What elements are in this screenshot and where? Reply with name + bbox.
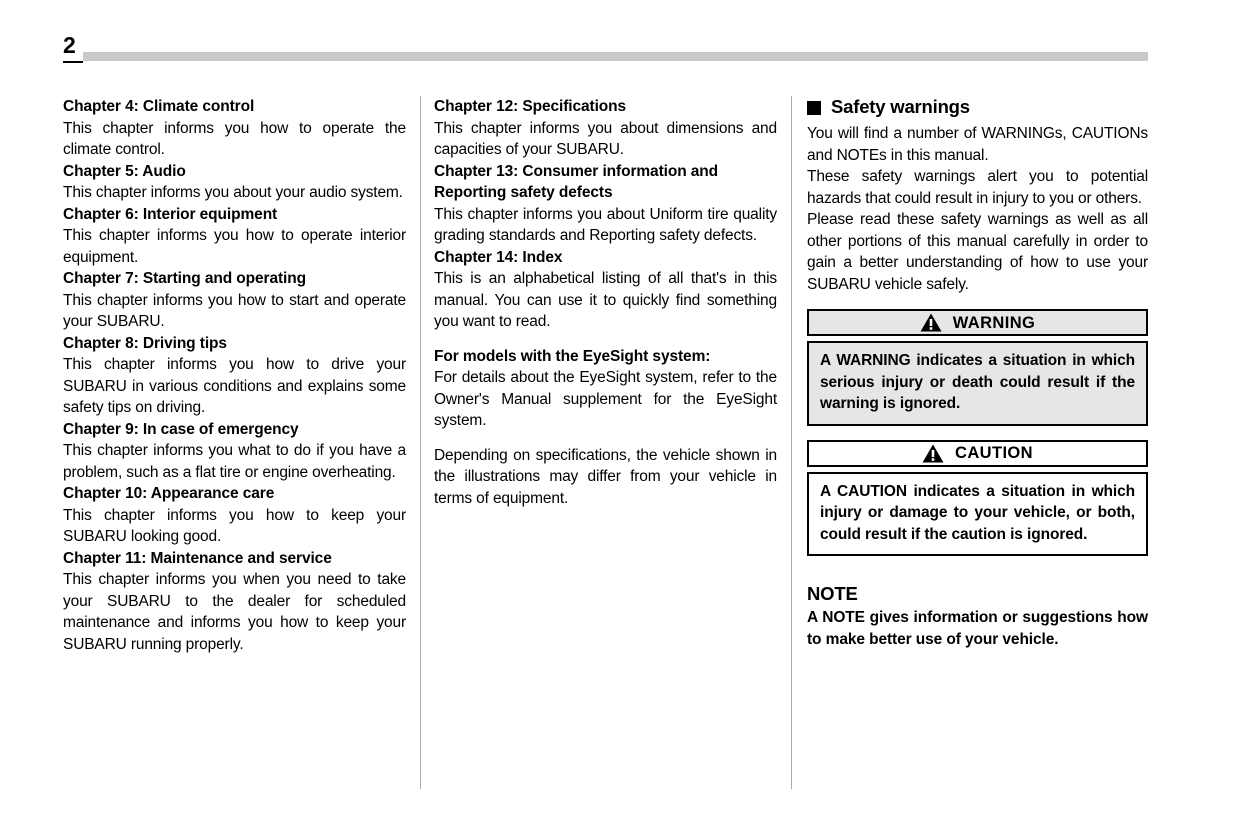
chapter-entry-col1-heading-6: Chapter 7: Starting and operating bbox=[63, 270, 306, 287]
column-1 bbox=[63, 96, 406, 796]
chapter-entry-col2-heading-2: Chapter 13: Consumer information and Reporting safety defects bbox=[434, 162, 719, 201]
chapter-entry-col1-body-5: This chapter informs you how to operate interior equipment. bbox=[63, 227, 406, 266]
safety-paragraph-2: These safety warnings alert you to potential hazards that could result in injury to you or others. bbox=[807, 168, 1148, 207]
warning-triangle-icon bbox=[920, 313, 942, 332]
chapter-entry-col1-heading-10: Chapter 9: In case of emergency bbox=[63, 420, 299, 438]
chapter-entry-col2-spacer bbox=[434, 333, 777, 346]
chapter-entry-col1-body-15: This chapter informs you when you need to take your SUBARU to the dealer for scheduled maintenance and informs you how to keep your SUBARU running properly. bbox=[63, 571, 406, 653]
chapter-entry-col1-heading-12: Chapter 10: Appearance care bbox=[63, 485, 275, 502]
warning-body-text: A WARNING indicates a situation in which serious injury or death could result if the warning is ignored. bbox=[820, 352, 1135, 412]
caution-title: CAUTION bbox=[955, 444, 1033, 462]
safety-warnings-title: Safety warnings bbox=[831, 96, 970, 117]
chapter-entry-col1-body-1: This chapter informs you how to operate the climate control. bbox=[63, 119, 406, 158]
chapter-entry-col1-heading-8: Chapter 8: Driving tips bbox=[63, 334, 227, 352]
chapter-entry-col1-heading-4: Chapter 6: Interior equipment bbox=[63, 205, 278, 223]
note-title: NOTE bbox=[807, 583, 858, 604]
chapter-entry-col2-spacer bbox=[434, 432, 777, 445]
chapter-entry-col2-body-10: Depending on specifications, the vehicle shown in the illustrations may differ from your vehicle in terms of equipment. bbox=[434, 446, 777, 507]
caution-body-box bbox=[807, 472, 1148, 557]
chapter-entry-col1-body-11: This chapter informs you what to do if you have a problem, such as a flat tire or engine overheating. bbox=[63, 442, 406, 481]
page-number: 2 bbox=[63, 32, 76, 58]
safety-paragraph-1: You will find a number of WARNINGs, CAUTIONs and NOTEs in this manual. bbox=[807, 125, 1148, 164]
warning-title: WARNING bbox=[952, 313, 1036, 332]
chapter-entry-col1-body-13: This chapter informs you how to keep your SUBARU looking good. bbox=[63, 506, 406, 545]
content-columns bbox=[63, 96, 1148, 796]
chapter-entry-col1-body-7: This chapter informs you how to start and operate your SUBARU. bbox=[63, 291, 406, 330]
note-section bbox=[807, 582, 1148, 650]
chapter-entry-col1-body-3: This chapter informs you about your audio system. bbox=[63, 184, 403, 201]
page-header bbox=[63, 32, 1148, 66]
chapter-entry-col1-heading-14: Chapter 11: Maintenance and service bbox=[63, 549, 332, 567]
chapter-entry-col1-heading-0: Chapter 4: Climate control bbox=[63, 98, 255, 115]
page-number-underline bbox=[63, 61, 83, 63]
column-2 bbox=[434, 96, 777, 796]
warning-title-box bbox=[807, 309, 1148, 336]
column-divider-1 bbox=[420, 96, 421, 789]
warning-triangle-icon bbox=[922, 444, 944, 463]
column-divider-2 bbox=[791, 96, 792, 789]
chapter-entry-col2-body-3: This chapter informs you about Uniform tire quality grading standards and Reporting safety defects. bbox=[434, 205, 777, 244]
chapter-entry-col2-body-8: For details about the EyeSight system, refer to the Owner's Manual supplement for the EyeSight system. bbox=[434, 369, 777, 429]
chapter-entry-col1-heading-2: Chapter 5: Audio bbox=[63, 162, 186, 180]
caution-alert bbox=[807, 440, 1148, 557]
safety-paragraph-3: Please read these safety warnings as well as all other portions of this manual carefully in order to gain a better understanding of how to use your SUBARU vehicle safely. bbox=[807, 211, 1148, 293]
warning-alert bbox=[807, 309, 1148, 426]
chapter-entry-col2-heading-4: Chapter 14: Index bbox=[434, 248, 563, 266]
caution-body-text: A CAUTION indicates a situation in which injury or damage to your vehicle, or both, could result if the caution is ignored. bbox=[820, 482, 1135, 543]
note-body-text: A NOTE gives information or suggestions how to make better use of your vehicle. bbox=[807, 609, 1148, 648]
safety-warnings-heading bbox=[807, 96, 1148, 118]
column-3 bbox=[807, 96, 1148, 796]
chapter-entry-col2-body-5: This is an alphabetical listing of all that's in this manual. You can use it to quickly find something you want to read. bbox=[434, 270, 777, 330]
caution-title-box bbox=[807, 440, 1148, 467]
chapter-entry-col2-body-1: This chapter informs you about dimensions and capacities of your SUBARU. bbox=[434, 119, 777, 158]
header-rule bbox=[83, 52, 1148, 61]
chapter-entry-col2-heading-0: Chapter 12: Specifications bbox=[434, 98, 627, 115]
filled-square-bullet-icon bbox=[807, 101, 821, 115]
chapter-entry-col2-heading-7: For models with the EyeSight system: bbox=[434, 347, 711, 365]
chapter-entry-col1-body-9: This chapter informs you how to drive your SUBARU in various conditions and explains some safety tips on driving. bbox=[63, 356, 406, 416]
warning-body-box bbox=[807, 341, 1148, 426]
